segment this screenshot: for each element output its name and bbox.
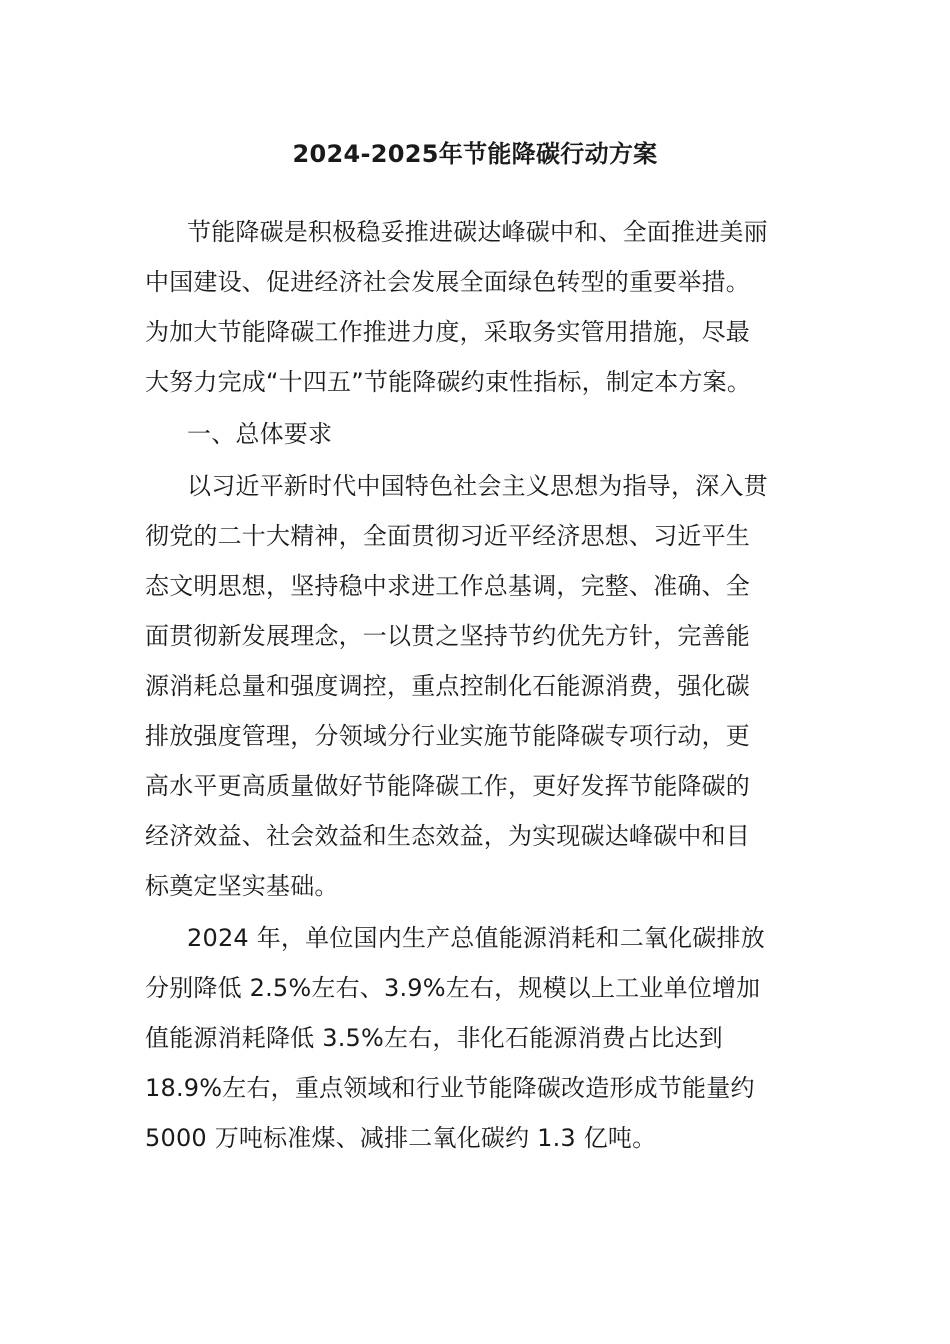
paragraph-line: 彻党的二十大精神，全面贯彻习近平经济思想、习近平生 (145, 522, 750, 550)
document-title: 2024-2025年节能降碳行动方案 (292, 140, 658, 168)
paragraph-line: 经济效益、社会效益和生态效益，为实现碳达峰碳中和目 (145, 822, 750, 850)
paragraph-line: 态文明思想，坚持稳中求进工作总基调，完整、准确、全 (145, 572, 750, 600)
paragraph-line: 面贯彻新发展理念，一以贯之坚持节约优先方针，完善能 (145, 622, 750, 650)
paragraph-line: 节能降碳是积极稳妥推进碳达峰碳中和、全面推进美丽 (187, 218, 768, 246)
paragraph-line: 分别降低 2.5%左右、3.9%左右，规模以上工业单位增加 (145, 974, 761, 1002)
paragraph-line: 源消耗总量和强度调控，重点控制化石能源消费，强化碳 (145, 672, 750, 700)
paragraph-line: 值能源消耗降低 3.5%左右，非化石能源消费占比达到 (145, 1024, 723, 1052)
paragraph-line: 5000 万吨标准煤、减排二氧化碳约 1.3 亿吨。 (145, 1124, 657, 1152)
paragraph-line: 高水平更高质量做好节能降碳工作，更好发挥节能降碳的 (145, 772, 750, 800)
section-heading: 一、总体要求 (187, 420, 333, 448)
paragraph-line: 中国建设、促进经济社会发展全面绿色转型的重要举措。 (145, 268, 750, 296)
paragraph-line: 为加大节能降碳工作推进力度，采取务实管用措施，尽最 (145, 318, 750, 346)
paragraph-line: 排放强度管理，分领域分行业实施节能降碳专项行动，更 (145, 722, 750, 750)
paragraph-line: 18.9%左右，重点领域和行业节能降碳改造形成节能量约 (145, 1074, 755, 1102)
paragraph-line: 标奠定坚实基础。 (145, 872, 339, 900)
paragraph-line: 以习近平新时代中国特色社会主义思想为指导，深入贯 (187, 472, 768, 500)
paragraph-line: 大努力完成“十四五”节能降碳约束性指标，制定本方案。 (145, 368, 752, 396)
paragraph-line: 2024 年，单位国内生产总值能源消耗和二氧化碳排放 (187, 924, 765, 952)
